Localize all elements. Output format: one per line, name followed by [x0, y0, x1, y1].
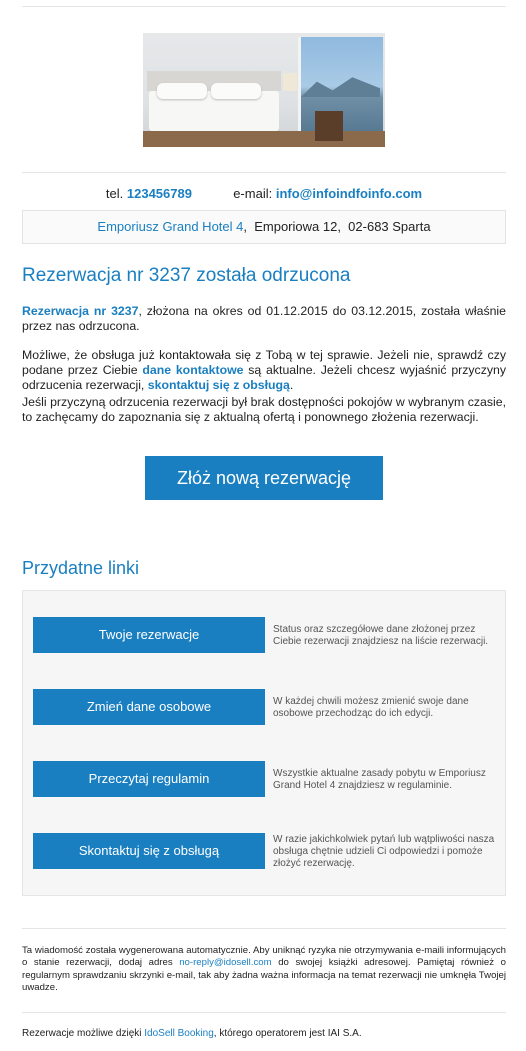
noreply-email-link[interactable]: no-reply@idosell.com: [179, 957, 272, 969]
email-label: e-mail:: [233, 186, 273, 201]
footer-divider-top: [22, 928, 506, 929]
contact-line: [22, 186, 506, 201]
hotel-street: Emporiowa 12: [254, 219, 338, 234]
read-terms-desc: Wszystkie aktualne zasady pobytu w Emporiusz Grand Hotel 4 znajdziesz w regulaminie.: [273, 768, 486, 791]
idosell-booking-link[interactable]: IdoSell Booking: [144, 1028, 214, 1039]
powered-text-a: Rezerwacje możliwe dzięki: [22, 1028, 145, 1039]
page-title: Rezerwacja nr 3237 została odrzucona: [22, 265, 351, 286]
your-reservations-button[interactable]: Twoje rezerwacje: [33, 617, 265, 653]
contact-service-desc: W razie jakichkolwiek pytań lub wątpliwości nasza obsługa chętnie udzieli Ci odpowiedzi i pomoże złożyć rezerwację.: [273, 834, 495, 869]
availability-paragraph: Jeśli przyczyną odrzucenia rezerwacji był brak dostępności pokojów w wybranym czasie, to zachęcamy do zapoznania się z aktualną ofertą i ponownego złożenia rezerwacji.: [22, 395, 506, 424]
tel-link[interactable]: 123456789: [126, 186, 192, 201]
contact-text-c: .: [289, 378, 294, 392]
footer-notice: [22, 945, 506, 995]
useful-links-panel: [22, 590, 506, 896]
powered-by: [22, 1028, 506, 1039]
reservation-text: , złożona na okres od 01.12.2015 do 03.12.2015, została właśnie przez nas odrzucona.: [22, 304, 506, 333]
change-personal-data-desc: W każdej chwili możesz zmienić swoje dane osobowe przechodząc do ich edycji.: [273, 696, 469, 719]
contact-paragraph: [22, 348, 506, 393]
contact-text-a: Możliwe, że obsługa już kontaktowała się z Tobą w tej sprawie. Jeżeli nie, sprawdź czy podane przez Ciebie: [22, 348, 506, 377]
hotel-name-link[interactable]: Emporiusz Grand Hotel 4: [97, 219, 244, 234]
hotel-room-image: [143, 33, 385, 147]
your-reservations-desc: Status oraz szczegółowe dane złożonej przez Ciebie rezerwacji znajdziesz na liście rezerwacji.: [273, 624, 489, 647]
contact-text-b: są aktualne. Jeżeli chcesz wyjaśnić przyczyny odrzucenia rezerwacji,: [22, 363, 506, 392]
hotel-address: Emporiusz Grand Hotel 4, Emporiowa 12, 02-683 Sparta: [22, 210, 506, 244]
contact-service-button[interactable]: Skontaktuj się z obsługą: [33, 833, 265, 869]
top-divider: [22, 6, 506, 7]
reservation-paragraph: [22, 304, 506, 334]
read-terms-button[interactable]: Przeczytaj regulamin: [33, 761, 265, 797]
reservation-link[interactable]: Rezerwacja nr 3237: [22, 304, 139, 318]
contact-service-link[interactable]: skontaktuj się z obsługą: [147, 378, 290, 392]
footer-text-a: Ta wiadomość została wygenerowana automatycznie. Aby uniknąć ryzyka nie otrzymywania e-maili informujących o stanie rezerwacji, dodaj adres: [22, 945, 506, 969]
change-personal-data-button[interactable]: Zmień dane osobowe: [33, 689, 265, 725]
powered-text-b: , którego operatorem jest IAI S.A.: [213, 1028, 362, 1039]
tel-label: tel.: [105, 186, 124, 201]
contact-data-link[interactable]: dane kontaktowe: [142, 363, 244, 377]
new-reservation-button[interactable]: Złóż nową rezerwację: [145, 456, 383, 500]
hotel-postal-city: 02-683 Sparta: [348, 219, 431, 234]
useful-links-title: Przydatne linki: [22, 558, 140, 578]
footer-divider-bottom: [22, 1012, 506, 1013]
image-divider: [22, 172, 506, 173]
footer-text-b: do swojej książki adresowej. Pamiętaj również o regularnym sprawdzaniu skrzynki e-mail, tak aby żadna ważna informacja na temat rezerwacji nie umknęła Twojej uwadze.: [22, 957, 506, 994]
email-link[interactable]: info@infoindfoinfo.com: [275, 186, 423, 201]
